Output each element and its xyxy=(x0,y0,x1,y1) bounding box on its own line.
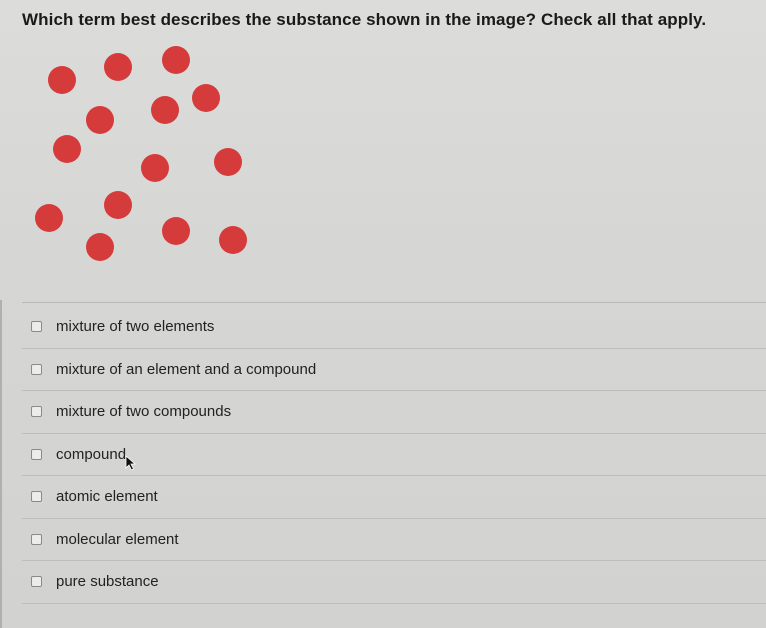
particle xyxy=(86,233,114,261)
option-label: pure substance xyxy=(56,573,159,591)
option-pure-substance[interactable] xyxy=(22,561,766,604)
divider xyxy=(22,302,766,303)
particle xyxy=(162,46,190,74)
particle xyxy=(219,226,247,254)
checkbox[interactable] xyxy=(31,449,42,460)
particle xyxy=(86,106,114,134)
particle xyxy=(192,84,220,112)
checkbox[interactable] xyxy=(31,491,42,502)
particle xyxy=(104,191,132,219)
checkbox[interactable] xyxy=(31,534,42,545)
particle xyxy=(141,154,169,182)
particle xyxy=(35,204,63,232)
option-label: mixture of two compounds xyxy=(56,403,232,421)
particle xyxy=(104,53,132,81)
option-label: atomic element xyxy=(56,488,158,506)
option-label: mixture of an element and a compound xyxy=(56,360,317,378)
checkbox[interactable] xyxy=(31,576,42,587)
mouse-pointer-icon xyxy=(125,455,137,471)
option-label: compound xyxy=(56,445,127,463)
particle xyxy=(53,135,81,163)
option-atomic-element[interactable] xyxy=(22,476,766,519)
option-mixture-of-two-compounds[interactable] xyxy=(22,391,766,434)
option-molecular-element[interactable] xyxy=(22,519,766,562)
checkbox[interactable] xyxy=(31,321,42,332)
option-mixture-of-element-and-compound[interactable] xyxy=(22,349,766,392)
panel-edge xyxy=(0,300,2,628)
checkbox[interactable] xyxy=(31,364,42,375)
particle xyxy=(162,217,190,245)
particle xyxy=(48,66,76,94)
particle xyxy=(214,148,242,176)
option-label: molecular element xyxy=(56,530,179,548)
question-prompt: Which term best describes the substance shown in the image? Check all that apply. xyxy=(22,10,707,29)
option-mixture-of-two-elements[interactable] xyxy=(22,306,766,349)
particle xyxy=(151,96,179,124)
option-label: mixture of two elements xyxy=(56,318,215,336)
checkbox[interactable] xyxy=(31,406,42,417)
particle-diagram xyxy=(0,0,766,300)
